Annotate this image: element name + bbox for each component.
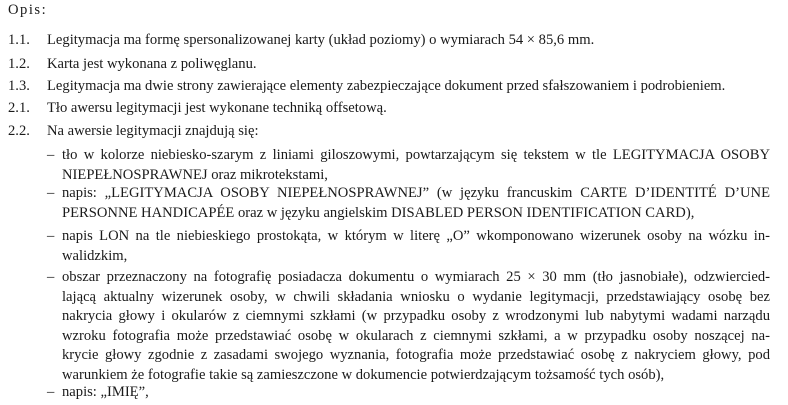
bullet-line: NIEPEŁNOSPRAWNEJ oraz mikrotekstami, bbox=[62, 166, 328, 183]
bullet-dash: – bbox=[47, 185, 55, 201]
bullet-line: napis LON na tle niebieskiego prostokąta, w którym w literę „O” wkomponowano wizerunek osoby na wózku in- bbox=[62, 228, 770, 244]
bullet-text bbox=[62, 383, 770, 403]
bullet-dash: – bbox=[47, 384, 55, 400]
item-number: 1.2. bbox=[8, 56, 30, 72]
bullet-text bbox=[62, 227, 770, 266]
bullet-line: PERSONNE HANDICAPÉE oraz w języku angielskim DISABLED PERSON IDENTIFICATION CARD), bbox=[62, 204, 695, 221]
bullet-dash: – bbox=[47, 269, 55, 285]
bullet-line: lającą aktualny wizerunek osoby, w chwili składania wniosku o wydanie legitymacji, przedstawiający osobę bez bbox=[62, 288, 770, 305]
bullet-text bbox=[62, 184, 770, 223]
item-number: 2.1. bbox=[8, 100, 30, 116]
bullet-line: tło w kolorze niebiesko-szarym z liniami giloszowymi, powtarzającym się tekstem w tle LEGITYMACJA OSOBY bbox=[62, 147, 770, 163]
item-text: Tło awersu legitymacji jest wykonane techniką offsetową. bbox=[47, 100, 387, 116]
item-number: 1.1. bbox=[8, 32, 30, 48]
bullet-dash: – bbox=[47, 228, 55, 244]
bullet-line: nakrycia głowy i okularów z ciemnymi szkłami (w przypadku osoby z wrodzonymi lub nabytymi wadami narządu bbox=[62, 308, 770, 325]
item-text: Karta jest wykonana z poliwęglanu. bbox=[47, 56, 257, 72]
section-heading: Opis: bbox=[8, 2, 48, 18]
bullet-line: obszar przeznaczony na fotografię posiadacza dokumentu o wymiarach 25 × 30 mm (tło jasnobiałe), odzwiercied- bbox=[62, 269, 770, 285]
item-text: Na awersie legitymacji znajdują się: bbox=[47, 123, 259, 139]
bullet-text bbox=[62, 146, 770, 185]
bullet-line: napis: „LEGITYMACJA OSOBY NIEPEŁNOSPRAWNEJ” (w języku francuskim CARTE D’IDENTITÉ D’UNE bbox=[62, 185, 770, 201]
bullet-line: walidzkim, bbox=[62, 247, 128, 264]
item-number: 2.2. bbox=[8, 123, 30, 139]
item-number: 1.3. bbox=[8, 78, 30, 94]
bullet-text bbox=[62, 268, 770, 386]
bullet-dash: – bbox=[47, 147, 55, 163]
item-text: Legitymacja ma dwie strony zawierające elementy zabezpieczające dokument przed sfałszowaniem i podrobieniem. bbox=[47, 78, 726, 94]
bullet-line: krycie głowy zgodnie z zasadami swojego wyznania, fotografia może przedstawiać osobę z nakryciem głowy, pod bbox=[62, 347, 770, 364]
bullet-line: warunkiem że fotografie takie są zamieszczone w dokumencie potwierdzającym tożsamość tych osób), bbox=[62, 366, 665, 383]
bullet-line: napis: „IMIĘ”, bbox=[62, 384, 149, 400]
item-text: Legitymacja ma formę spersonalizowanej karty (układ poziomy) o wymiarach 54 × 85,6 mm. bbox=[47, 32, 595, 48]
bullet-line: wzroku fotografia może przedstawiać osobę w okularach z ciemnymi szkłami, a w przypadku osoby noszącej na- bbox=[62, 327, 770, 344]
